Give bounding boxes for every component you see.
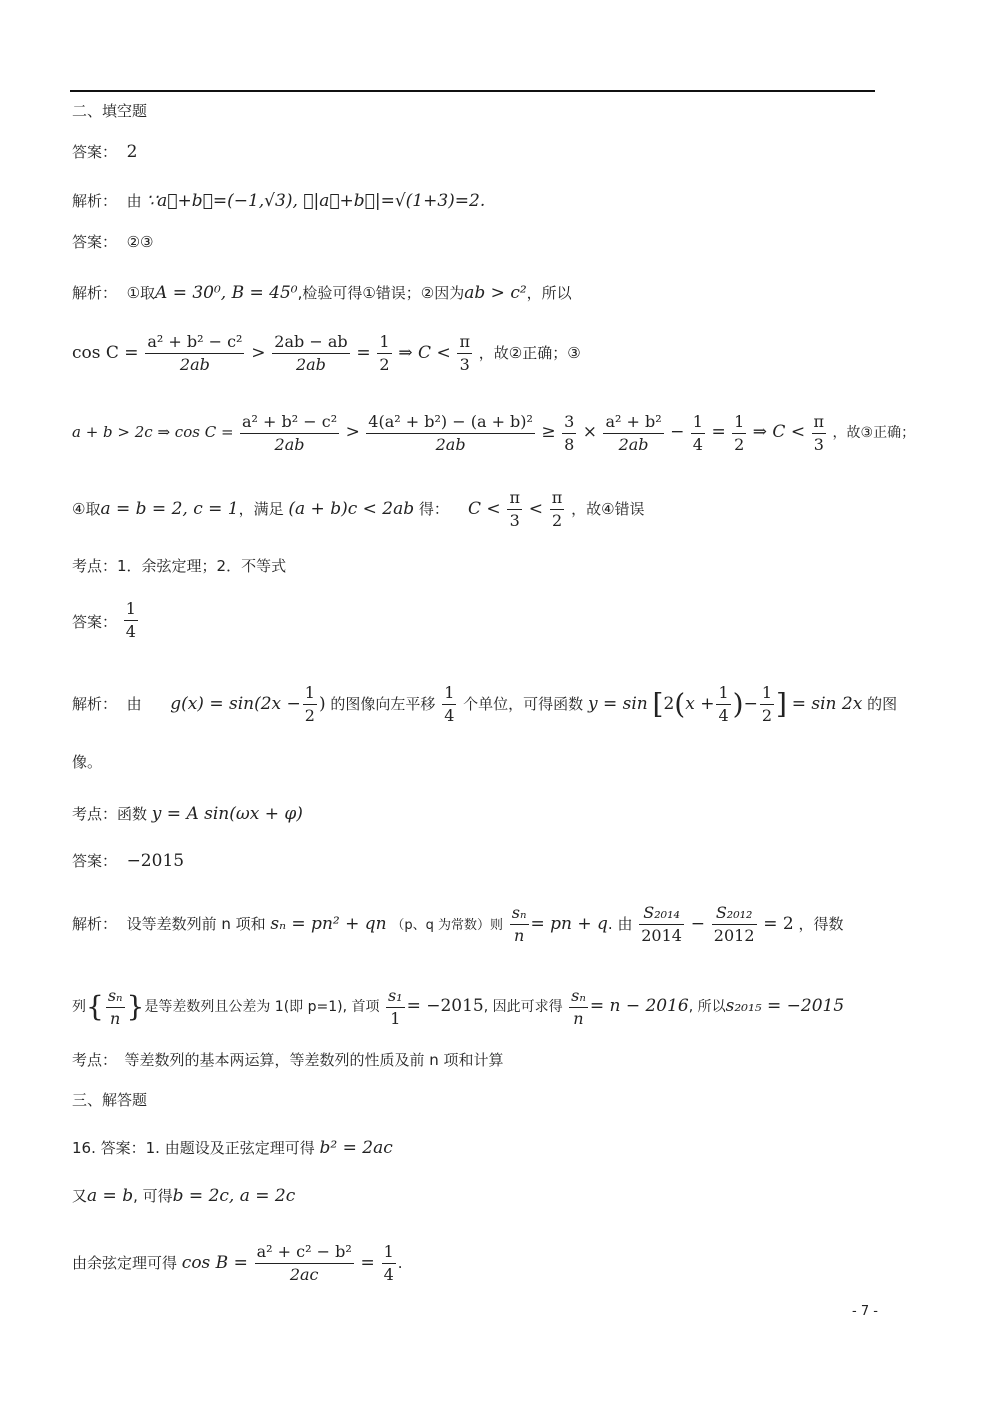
formula: C < xyxy=(468,499,501,519)
numerator: S₂₀₁₄ xyxy=(639,902,684,925)
text: ①取 xyxy=(126,284,156,302)
formula: = 2 xyxy=(763,914,794,934)
q2-analysis-line4 xyxy=(72,486,645,532)
numerator: a² + b² − c² xyxy=(145,331,244,354)
denominator: 4 xyxy=(718,706,729,725)
fraction xyxy=(255,1241,354,1286)
q16-line1 xyxy=(72,1138,393,1158)
denominator: 8 xyxy=(564,434,575,454)
operator: > xyxy=(345,422,360,442)
formula: b = 2c, a = 2c xyxy=(172,1186,296,1206)
text: （p、q 为常数）则 xyxy=(391,918,504,933)
text: ④取 xyxy=(72,500,101,518)
answer-label: 答案： xyxy=(72,233,118,251)
fraction xyxy=(145,331,244,376)
answer-value: 2 xyxy=(126,142,138,162)
analysis-label: 解析： xyxy=(72,192,118,210)
operator: < xyxy=(528,499,543,519)
formula: A = 30⁰, B = 45⁰ xyxy=(155,283,298,303)
formula: a + b > 2c ⇒ cos C = xyxy=(72,423,234,441)
text: ，得数 xyxy=(798,915,844,933)
formula: = n − 2016 xyxy=(589,996,689,1016)
formula: = sin 2x xyxy=(791,694,863,714)
paren-close: ) xyxy=(732,687,744,721)
q16-line3 xyxy=(72,1240,403,1286)
numerator: 3 xyxy=(562,411,576,434)
fraction xyxy=(712,902,757,947)
denominator: n xyxy=(573,1008,584,1028)
fraction xyxy=(569,985,588,1030)
denominator: 2ab xyxy=(435,434,466,454)
denominator: 2 xyxy=(734,434,745,454)
denominator: 4 xyxy=(383,1265,394,1284)
text: . 由 xyxy=(607,915,633,933)
formula: s₂₀₁₅ = −2015 xyxy=(725,996,845,1016)
q2-analysis-line1 xyxy=(72,283,572,303)
q3-kaodian xyxy=(72,804,303,824)
formula: = pn + q xyxy=(530,914,608,934)
operator: − xyxy=(670,422,685,442)
page-number: - 7 - xyxy=(852,1304,878,1319)
numerator: 1 xyxy=(442,682,456,705)
answer-fraction xyxy=(124,598,138,643)
fraction xyxy=(603,411,663,456)
text: 由 xyxy=(126,192,142,210)
formula: ) xyxy=(318,694,326,714)
fraction xyxy=(303,682,317,727)
analysis-label: 解析： xyxy=(72,695,118,713)
q3-answer xyxy=(72,598,140,646)
q2-analysis-line3 xyxy=(72,407,915,458)
operator: × xyxy=(582,422,597,442)
answer-label: 答案： xyxy=(72,143,118,161)
denominator: 2 xyxy=(304,706,315,725)
text: . xyxy=(397,1254,403,1272)
numerator: 1 xyxy=(716,682,730,705)
paren-open: ( xyxy=(674,687,686,721)
q4-analysis-line2 xyxy=(72,982,844,1031)
numerator: 1 xyxy=(124,598,138,621)
answer-label: 答案： xyxy=(72,852,118,870)
formula: x + xyxy=(685,694,715,714)
operator: ≥ xyxy=(541,422,556,442)
text: ，满足 xyxy=(238,500,284,518)
text: , 所以 xyxy=(688,999,726,1015)
fraction xyxy=(457,331,472,376)
text: ，故②正确；③ xyxy=(478,344,581,362)
numerator: a² + b² − c² xyxy=(240,411,339,434)
formula: sₙ = pn² + qn xyxy=(270,914,387,934)
fraction xyxy=(386,985,405,1030)
text: , 可得 xyxy=(133,1187,173,1205)
text: ，所以 xyxy=(526,284,572,302)
vector-formula: ∵a⃗+b⃗=(−1,√3), ∴|a⃗+b⃗|=√(1+3)=2. xyxy=(146,191,486,211)
bracket-open: [ xyxy=(652,687,664,721)
q4-analysis-line1 xyxy=(72,900,844,950)
numerator: a² + c² − b² xyxy=(255,1241,354,1264)
fraction xyxy=(639,902,684,947)
denominator: 1 xyxy=(390,1008,401,1028)
text: 的图像向左平移 xyxy=(330,695,436,713)
denominator: 2 xyxy=(761,706,773,725)
denominator: 2 xyxy=(551,511,563,530)
text: ，故③正确； xyxy=(832,425,916,441)
formula: = −2015 xyxy=(406,996,484,1016)
q4-answer xyxy=(72,851,184,871)
fraction xyxy=(240,411,339,456)
q2-analysis-line2 xyxy=(72,330,581,376)
operator: = xyxy=(356,343,371,363)
numerator: π xyxy=(457,331,472,354)
numerator: π xyxy=(507,487,522,510)
bracket-close: ] xyxy=(776,687,787,721)
answer-label: 答案： xyxy=(72,613,118,631)
numerator: 1 xyxy=(760,682,774,705)
numerator: sₙ xyxy=(106,985,125,1008)
q2-answer xyxy=(72,232,153,252)
denominator: 2ab xyxy=(618,434,649,454)
section-3-title: 三、解答题 xyxy=(72,1091,148,1109)
formula: a = b = 2, c = 1 xyxy=(100,499,239,519)
fraction xyxy=(760,682,774,727)
operator: = xyxy=(711,422,726,442)
denominator: 2014 xyxy=(641,926,682,945)
formula: cos B = xyxy=(181,1253,248,1273)
text: 列 xyxy=(72,999,86,1015)
denominator: 4 xyxy=(444,706,455,725)
operator: − xyxy=(743,694,758,714)
fraction xyxy=(812,411,827,456)
fraction xyxy=(272,331,349,376)
denominator: 4 xyxy=(125,622,136,641)
formula: 2 xyxy=(663,694,675,714)
numerator: 1 xyxy=(303,682,317,705)
q1-analysis xyxy=(72,191,485,211)
fraction xyxy=(562,411,576,456)
formula: cos C = xyxy=(72,343,139,363)
text: 是等差数列且公差为 1(即 p=1), 首项 xyxy=(144,999,380,1015)
text: 又 xyxy=(72,1187,88,1205)
text: 的图 xyxy=(867,695,898,713)
formula: y = sin xyxy=(587,694,648,714)
denominator: 4 xyxy=(692,434,703,454)
numerator: π xyxy=(812,411,827,434)
numerator: 1 xyxy=(732,411,746,434)
q3-analysis-cont: 像。 xyxy=(72,753,103,771)
text: ，故④错误 xyxy=(571,500,645,518)
section-2-title: 二、填空题 xyxy=(72,102,148,120)
text: 16. 答案：1. 由题设及正弦定理可得 xyxy=(72,1139,315,1157)
fraction xyxy=(442,682,456,727)
numerator: 1 xyxy=(382,1241,396,1264)
fraction xyxy=(366,411,535,456)
numerator: 2ab − ab xyxy=(272,331,349,354)
fraction xyxy=(507,487,522,532)
numerator: a² + b² xyxy=(603,411,663,434)
fraction xyxy=(382,1241,396,1286)
numerator: 1 xyxy=(691,411,705,434)
formula: ⇒ C < xyxy=(752,422,806,442)
fraction xyxy=(106,985,125,1030)
formula: ab > c² xyxy=(464,283,527,303)
analysis-label: 解析： xyxy=(72,915,118,933)
answer-value: ②③ xyxy=(126,233,154,251)
brace-open: { xyxy=(86,990,104,1023)
denominator: 2ab xyxy=(179,355,210,374)
denominator: 2ab xyxy=(274,434,305,454)
operator: > xyxy=(251,343,266,363)
denominator: 2012 xyxy=(713,926,755,945)
numerator: π xyxy=(550,487,565,510)
numerator: s₁ xyxy=(386,985,405,1008)
numerator: S₂₀₁₂ xyxy=(712,902,757,925)
formula: ⇒ C < xyxy=(398,343,451,363)
fraction xyxy=(377,331,391,376)
answer-value: −2015 xyxy=(126,851,185,871)
text: , 因此可求得 xyxy=(483,999,563,1015)
fraction xyxy=(716,682,730,727)
denominator: n xyxy=(513,926,525,945)
formula: g(x) = sin(2x − xyxy=(170,694,301,714)
denominator: 2ac xyxy=(289,1265,319,1284)
text: 个单位，可得函数 xyxy=(463,695,584,713)
formula: a = b xyxy=(87,1186,134,1206)
header-rule xyxy=(70,90,875,92)
formula: b² = 2ac xyxy=(319,1138,393,1158)
denominator: 3 xyxy=(459,355,470,374)
numerator: sₙ xyxy=(510,902,529,925)
text: ,检验可得①错误；②因为 xyxy=(297,284,465,302)
denominator: n xyxy=(110,1008,121,1028)
operator: = xyxy=(360,1253,375,1273)
text: 得： xyxy=(418,500,449,518)
numerator: 1 xyxy=(377,331,391,354)
fraction xyxy=(732,411,746,456)
analysis-label: 解析： xyxy=(72,284,118,302)
q1-answer xyxy=(72,142,137,162)
q4-kaodian: 考点： 等差数列的基本两运算，等差数列的性质及前 n 项和计算 xyxy=(72,1051,504,1069)
text: 设等差数列前 n 项和 xyxy=(126,915,266,933)
text: 由余弦定理可得 xyxy=(72,1254,178,1272)
text: 考点：函数 xyxy=(72,805,148,823)
q2-kaodian: 考点：1．余弦定理；2．不等式 xyxy=(72,557,287,575)
fraction xyxy=(691,411,705,456)
denominator: 3 xyxy=(509,511,520,530)
operator: − xyxy=(690,914,705,934)
formula: y = A sin(ωx + φ) xyxy=(151,804,303,824)
denominator: 2 xyxy=(379,355,390,374)
q3-analysis xyxy=(72,680,897,729)
fraction xyxy=(510,902,529,947)
denominator: 3 xyxy=(813,434,824,454)
denominator: 2ab xyxy=(295,355,326,374)
numerator: sₙ xyxy=(569,985,588,1008)
brace-close: } xyxy=(126,990,145,1023)
q16-line2 xyxy=(72,1186,295,1206)
text: 由 xyxy=(126,695,142,713)
numerator: 4(a² + b²) − (a + b)² xyxy=(366,411,535,434)
formula: (a + b)c < 2ab xyxy=(288,499,415,519)
fraction xyxy=(550,487,565,532)
